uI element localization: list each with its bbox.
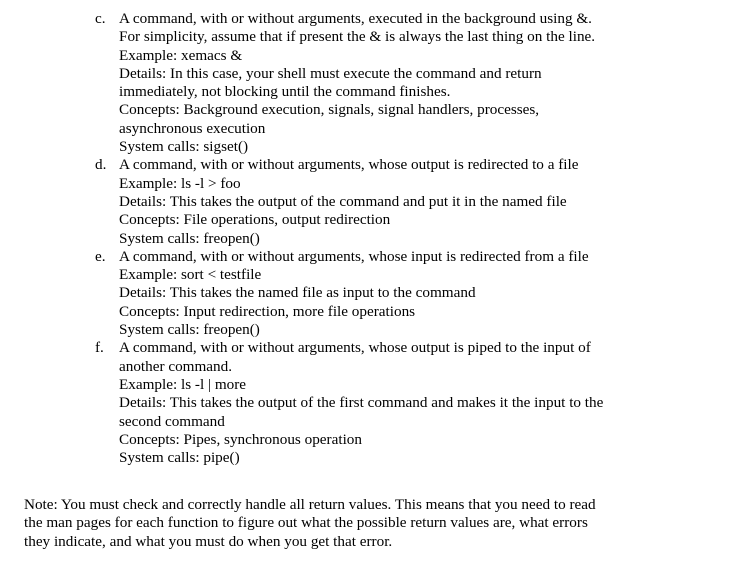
list-item-c — [95, 10, 634, 156]
note-paragraph — [24, 496, 714, 551]
list-item-d — [95, 156, 634, 247]
item-details: second command — [119, 412, 225, 430]
item-concepts: asynchronous execution — [119, 119, 266, 137]
item-details: Details: In this case, your shell must execute the command and return — [119, 64, 542, 82]
item-system-calls: System calls: sigset() — [119, 138, 249, 156]
item-system-calls: System calls: freopen() — [119, 321, 260, 339]
item-details: immediately, not blocking until the command finishes. — [119, 83, 451, 101]
item-concepts: Concepts: Input redirection, more file operations — [119, 302, 416, 320]
command-list — [0, 10, 738, 467]
item-text-line: A command, with or without arguments, whose input is redirected from a file — [119, 247, 589, 265]
item-example: Example: xemacs & — [119, 46, 243, 64]
item-concepts: Concepts: Pipes, synchronous operation — [119, 430, 362, 448]
note-line: they indicate, and what you must do when you get that error. — [24, 532, 393, 550]
note-line: the man pages for each function to figure out what the possible return values are, what errors — [24, 514, 588, 532]
item-details: Details: This takes the output of the command and put it in the named file — [119, 192, 567, 210]
item-example: Example: ls -l | more — [119, 375, 247, 393]
item-text-line: another command. — [119, 357, 233, 375]
list-marker: d. — [95, 156, 107, 174]
item-concepts: Concepts: Background execution, signals, signal handlers, processes, — [119, 101, 540, 119]
item-example: Example: sort < testfile — [119, 266, 262, 284]
list-marker: e. — [95, 247, 106, 265]
item-concepts: Concepts: File operations, output redirection — [119, 211, 391, 229]
item-text-line: A command, with or without arguments, whose output is redirected to a file — [119, 156, 579, 174]
item-text-line: For simplicity, assume that if present the & is always the last thing on the line. — [119, 28, 596, 46]
list-marker: f. — [95, 339, 104, 357]
list-item-f — [95, 339, 634, 467]
item-details: Details: This takes the output of the first command and makes it the input to the — [119, 394, 604, 412]
item-text-line: A command, with or without arguments, whose output is piped to the input of — [119, 339, 591, 357]
item-text-line: A command, with or without arguments, executed in the background using &. — [119, 10, 592, 27]
item-example: Example: ls -l > foo — [119, 174, 241, 192]
list-item-e — [95, 247, 634, 339]
list-marker: c. — [95, 10, 106, 27]
item-system-calls: System calls: freopen() — [119, 229, 260, 247]
item-details: Details: This takes the named file as input to the command — [119, 284, 476, 302]
note-line: Note: You must check and correctly handle all return values. This means that you need to read — [24, 496, 596, 513]
item-system-calls: System calls: pipe() — [119, 449, 240, 467]
